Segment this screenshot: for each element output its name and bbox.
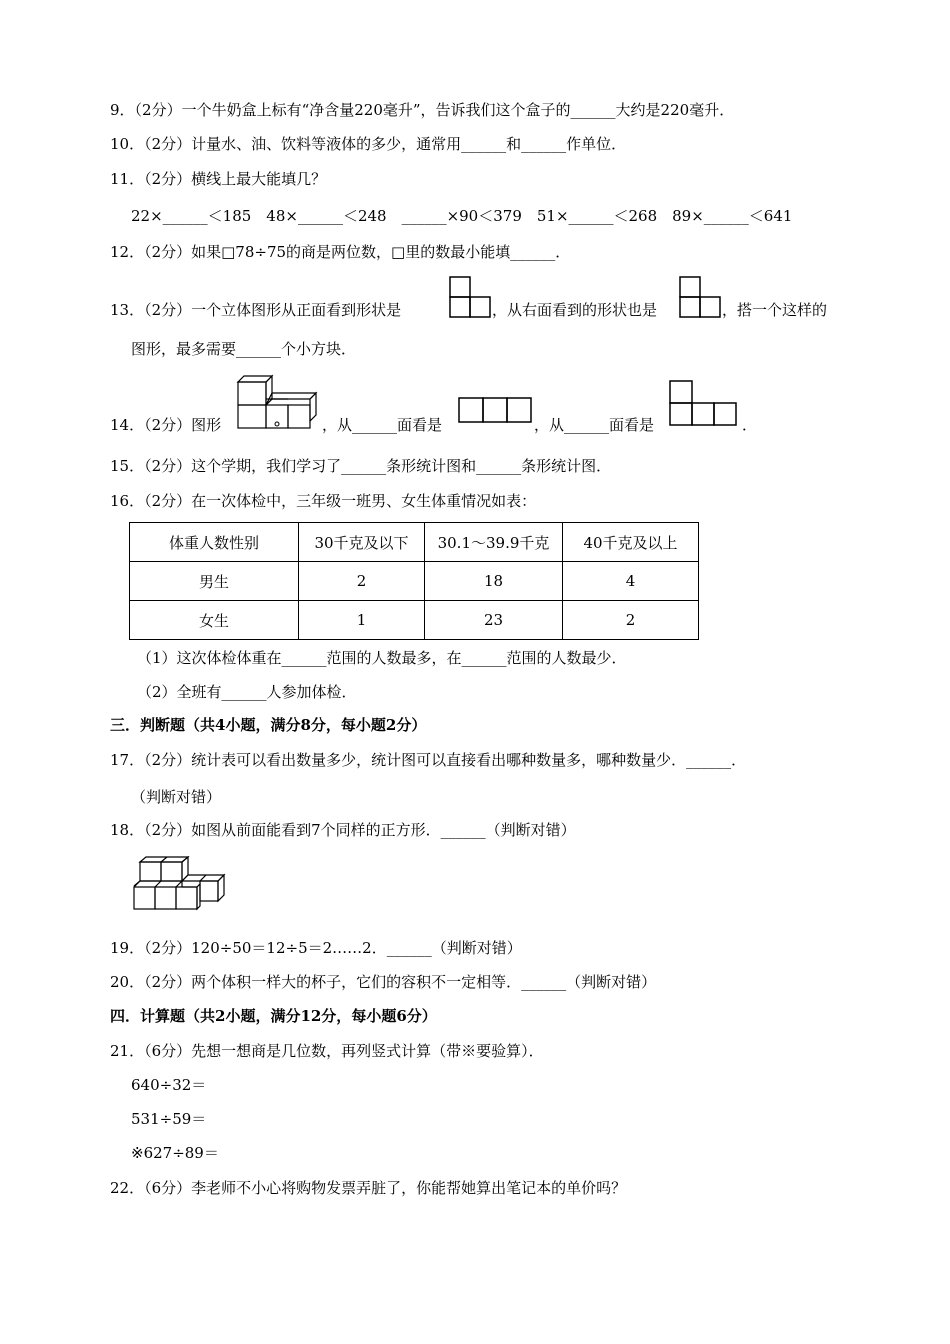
table-header-cell: 30千克及以下 xyxy=(299,523,425,562)
question-16-1: （1）这次体检体重在______范围的人数最多，在______范围的人数最少． xyxy=(137,649,627,667)
three-squares-figure xyxy=(458,397,532,424)
question-13-line2: 图形，最多需要______个小方块． xyxy=(131,340,357,358)
section-3-heading: 三．判断题（共4小题，满分8分，每小题2分） xyxy=(110,716,427,734)
question-13-part3: ，搭一个这样的 xyxy=(722,301,828,319)
table-cell: 2 xyxy=(299,562,425,601)
cube-stack-figure xyxy=(235,372,321,429)
table-row xyxy=(130,601,699,640)
table-row xyxy=(130,562,699,601)
table-cell: 4 xyxy=(563,562,699,601)
question-21-item-3: ※627÷89＝ xyxy=(131,1144,219,1162)
question-22: 22．（6分）李老师不小心将购物发票弄脏了，你能帮她算出笔记本的单价吗？ xyxy=(110,1179,627,1197)
question-18: 18．（2分）如图从前面能看到7个同样的正方形．______（判断对错） xyxy=(110,821,576,839)
table-cell: 18 xyxy=(425,562,563,601)
cube-arrangement-figure xyxy=(130,856,228,913)
question-14-part1: 14．（2分）图形 xyxy=(110,416,222,434)
question-16-2: （2）全班有______人参加体检． xyxy=(137,683,357,701)
section-4-heading: 四．计算题（共2小题，满分12分，每小题6分） xyxy=(110,1007,437,1025)
table-cell: 男生 xyxy=(130,562,299,601)
question-16: 16．（2分）在一次体检中，三年级一班男、女生体重情况如表： xyxy=(110,492,537,510)
question-20: 20．（2分）两个体积一样大的杯子，它们的容积不一定相等．______（判断对错） xyxy=(110,973,657,991)
question-9: 9．（2分）一个牛奶盒上标有“净含量220毫升”，告诉我们这个盒子的______大约是220毫升． xyxy=(110,101,735,119)
question-21-item-2: 531÷59＝ xyxy=(131,1110,207,1128)
question-11-items: 22×______＜185 48×______＜248 ______×90＜379 51×______＜268 89×______＜641 xyxy=(131,207,793,225)
table-header-cell: 30.1～39.9千克 xyxy=(425,523,563,562)
question-17: 17．（2分）统计表可以看出数量多少，统计图可以直接看出哪种数量多，哪种数量少．______． xyxy=(110,751,747,769)
question-21: 21．（6分）先想一想商是几位数，再列竖式计算（带※要验算）． xyxy=(110,1042,544,1060)
question-13-part1: 13．（2分）一个立体图形从正面看到形状是 xyxy=(110,301,402,319)
l-shape-figure xyxy=(669,380,740,426)
table-cell: 1 xyxy=(299,601,425,640)
table-cell: 23 xyxy=(425,601,563,640)
table-header-row xyxy=(130,523,699,562)
table-cell: 女生 xyxy=(130,601,299,640)
question-21-item-1: 640÷32＝ xyxy=(131,1076,207,1094)
question-15: 15．（2分）这个学期，我们学习了______条形统计图和______条形统计图． xyxy=(110,457,612,475)
table-header-cell: 体重人数性别 xyxy=(130,523,299,562)
table-cell: 2 xyxy=(563,601,699,640)
front-view-figure xyxy=(449,276,492,318)
question-14-part2: ，从______面看是 xyxy=(322,416,443,434)
question-10: 10．（2分）计量水、油、饮料等液体的多少，通常用______和______作单位． xyxy=(110,135,627,153)
weight-table xyxy=(129,522,699,640)
question-13-part2: ，从右面看到的形状也是 xyxy=(492,301,658,319)
question-14-part3: ，从______面看是 xyxy=(534,416,655,434)
right-view-figure xyxy=(679,276,722,318)
question-17-note: （判断对错） xyxy=(131,788,222,806)
question-14-part4: ． xyxy=(742,416,758,434)
table-header-cell: 40千克及以上 xyxy=(563,523,699,562)
question-19: 19．（2分）120÷50＝12÷5＝2……2．______（判断对错） xyxy=(110,939,522,957)
question-11: 11．（2分）横线上最大能填几？ xyxy=(110,170,327,188)
question-12: 12．（2分）如果□78÷75的商是两位数，□里的数最小能填______． xyxy=(110,243,571,261)
